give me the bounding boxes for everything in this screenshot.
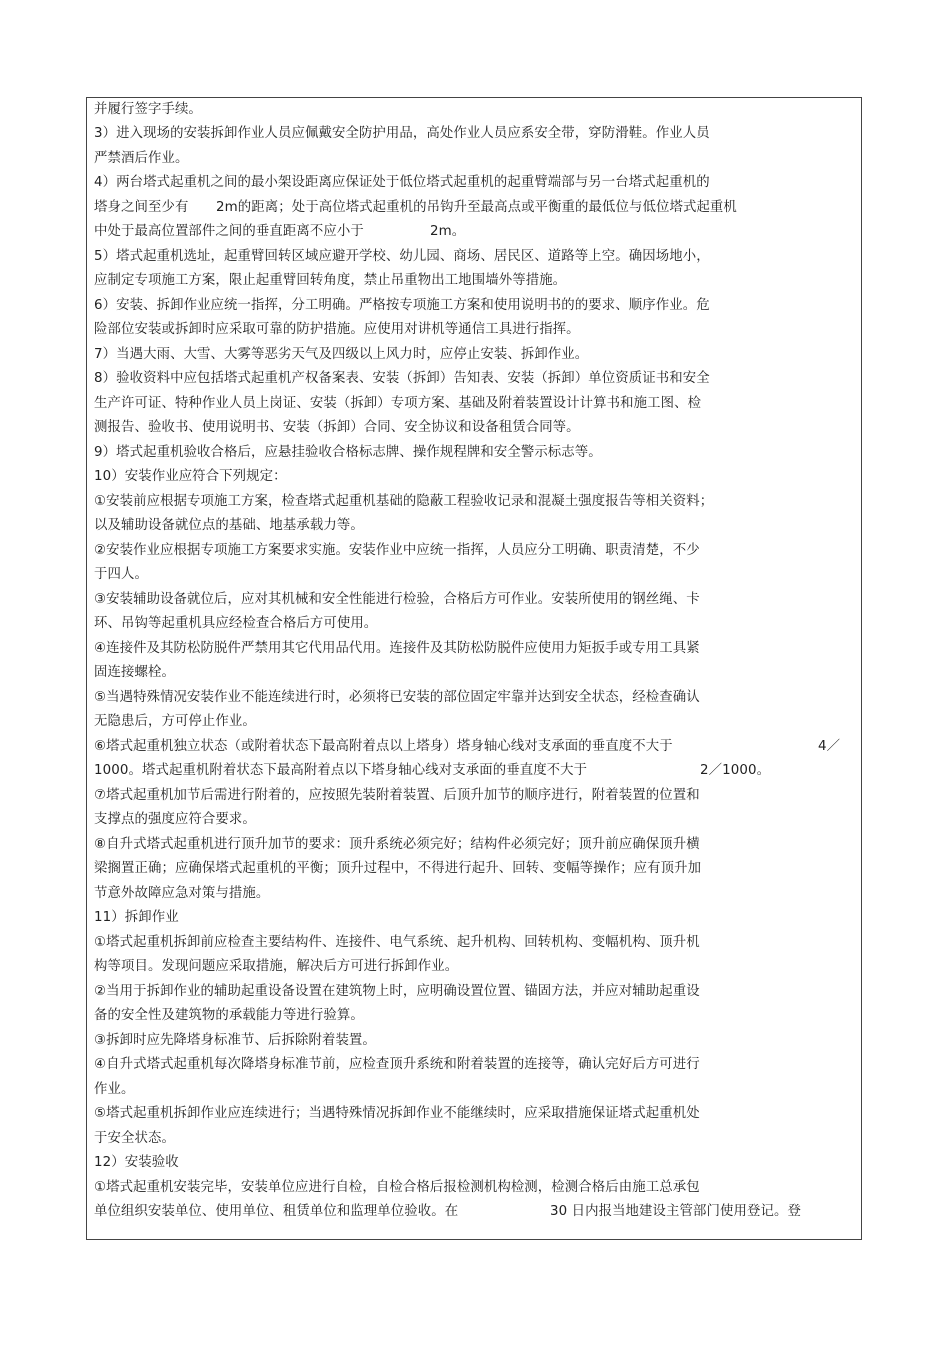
text-segment: 2／1000。: [700, 763, 771, 778]
text-line: 严禁酒后作业。: [94, 151, 189, 166]
text-line: ⑦塔式起重机加节后需进行附着的，应按照先装附着装置、后顶升加节的顺序进行，附着装置的位置和: [94, 788, 700, 803]
text-line: 4）两台塔式起重机之间的最小架设距离应保证处于低位塔式起重机的起重臂端部与另一台塔式起重机的: [94, 175, 710, 190]
text-line: 生产许可证、特种作业人员上岗证、安装（拆卸）专项方案、基础及附着装置设计计算书和施工图、检: [94, 396, 702, 411]
text-line: 固连接螺栓。: [94, 665, 175, 680]
text-line: 测报告、验收书、使用说明书、安装（拆卸）合同、安全协议和设备租赁合同等。: [94, 420, 580, 435]
text-line: ②当用于拆卸作业的辅助起重设备设置在建筑物上时，应明确设置位置、锚固方法，并应对辅助起重设: [94, 984, 700, 999]
text-line: [94, 220, 466, 244]
text-segment: 单位组织安装单位、使用单位、租赁单位和监理单位验收。在: [94, 1204, 459, 1219]
text-line: 险部位安装或拆卸时应采取可靠的防护措施。应使用对讲机等通信工具进行指挥。: [94, 322, 580, 337]
text-line: 3）进入现场的安装拆卸作业人员应佩戴安全防护用品，高处作业人员应系安全带，穿防滑鞋。作业人员: [94, 126, 710, 141]
text-line: 以及辅助设备就位点的基础、地基承载力等。: [94, 518, 364, 533]
text-line: 并履行签字手续。: [94, 102, 202, 117]
text-line: 梁搁置正确；应确保塔式起重机的平衡；顶升过程中，不得进行起升、回转、变幅等操作；应有顶升加: [94, 861, 702, 876]
text-line: ④连接件及其防松防脱件严禁用其它代用品代用。连接件及其防松防脱件应使用力矩扳手或专用工具紧: [94, 641, 700, 656]
text-segment: ⑥塔式起重机独立状态（或附着状态下最高附着点以上塔身）塔身轴心线对支承面的垂直度不大于: [94, 739, 673, 754]
text-line: 环、吊钩等起重机具应经检查合格后方可使用。: [94, 616, 378, 631]
text-segment: 2m。: [430, 224, 466, 239]
text-line: 支撑点的强度应符合要求。: [94, 812, 256, 827]
text-line: [94, 1200, 801, 1224]
text-segment: 2m的距离；处于高位塔式起重机的吊钩升至最高点或平衡重的最低位与低位塔式起重机: [216, 200, 737, 215]
text-line: 8）验收资料中应包括塔式起重机产权备案表、安装（拆卸）告知表、安装（拆卸）单位资质证书和安全: [94, 371, 710, 386]
text-segment: 塔身之间至少有: [94, 200, 189, 215]
text-line: ①塔式起重机拆卸前应检查主要结构件、连接件、电气系统、起升机构、回转机构、变幅机构、顶升机: [94, 935, 700, 950]
text-line: ③拆卸时应先降塔身标准节、后拆除附着装置。: [94, 1033, 376, 1048]
text-line: ①塔式起重机安装完毕，安装单位应进行自检，自检合格后报检测机构检测，检测合格后由施工总承包: [94, 1180, 700, 1195]
text-line: [94, 196, 737, 220]
text-line: [94, 759, 771, 783]
text-line: 备的安全性及建筑物的承载能力等进行验算。: [94, 1008, 364, 1023]
text-segment: 30 日内报当地建设主管部门使用登记。登: [550, 1204, 801, 1219]
text-line: ①安装前应根据专项施工方案，检查塔式起重机基础的隐蔽工程验收记录和混凝土强度报告等相关资料；: [94, 494, 714, 509]
text-line: ③安装辅助设备就位后，应对其机械和安全性能进行检验，合格后方可作业。安装所使用的钢丝绳、卡: [94, 592, 700, 607]
text-segment: 1000。塔式起重机附着状态下最高附着点以下塔身轴心线对支承面的垂直度不大于: [94, 763, 588, 778]
text-segment: 4／: [818, 739, 841, 754]
text-line: 构等项目。发现问题应采取措施，解决后方可进行拆卸作业。: [94, 959, 459, 974]
text-line: ⑤当遇特殊情况安装作业不能连续进行时，必须将已安装的部位固定牢靠并达到安全状态，经检查确认: [94, 690, 700, 705]
text-line: 作业。: [94, 1082, 135, 1097]
text-line: 于安全状态。: [94, 1131, 175, 1146]
text-line: ④自升式塔式起重机每次降塔身标准节前，应检查顶升系统和附着装置的连接等，确认完好后方可进行: [94, 1057, 700, 1072]
text-line: 应制定专项施工方案，限止起重臂回转角度，禁止吊重物出工地围墙外等措施。: [94, 273, 567, 288]
text-line: 无隐患后，方可停止作业。: [94, 714, 256, 729]
text-line: ②安装作业应根据专项施工方案要求实施。安装作业中应统一指挥，人员应分工明确、职责清楚，不少: [94, 543, 700, 558]
text-line: 于四人。: [94, 567, 148, 582]
text-line: 节意外故障应急对策与措施。: [94, 886, 270, 901]
text-line: ⑧自升式塔式起重机进行顶升加节的要求：顶升系统必须完好；结构件必须完好；顶升前应确保顶升横: [94, 837, 700, 852]
text-line: 6）安装、拆卸作业应统一指挥，分工明确。严格按专项施工方案和使用说明书的的要求、顺序作业。危: [94, 298, 710, 313]
text-line: 9）塔式起重机验收合格后，应悬挂验收合格标志牌、操作规程牌和安全警示标志等。: [94, 445, 602, 460]
text-line: 5）塔式起重机选址，起重臂回转区域应避开学校、幼儿园、商场、居民区、道路等上空。确因场地小，: [94, 249, 710, 264]
text-segment: 中处于最高位置部件之间的垂直距离不应小于: [94, 224, 364, 239]
text-line: 12）安装验收: [94, 1155, 179, 1170]
text-line: 10）安装作业应符合下列规定：: [94, 469, 287, 484]
text-line: 11）拆卸作业: [94, 910, 179, 925]
text-line: ⑤塔式起重机拆卸作业应连续进行；当遇特殊情况拆卸作业不能继续时，应采取措施保证塔式起重机处: [94, 1106, 700, 1121]
text-line: 7）当遇大雨、大雪、大雾等恶劣天气及四级以上风力时，应停止安装、拆卸作业。: [94, 347, 589, 362]
text-line: [94, 735, 841, 759]
